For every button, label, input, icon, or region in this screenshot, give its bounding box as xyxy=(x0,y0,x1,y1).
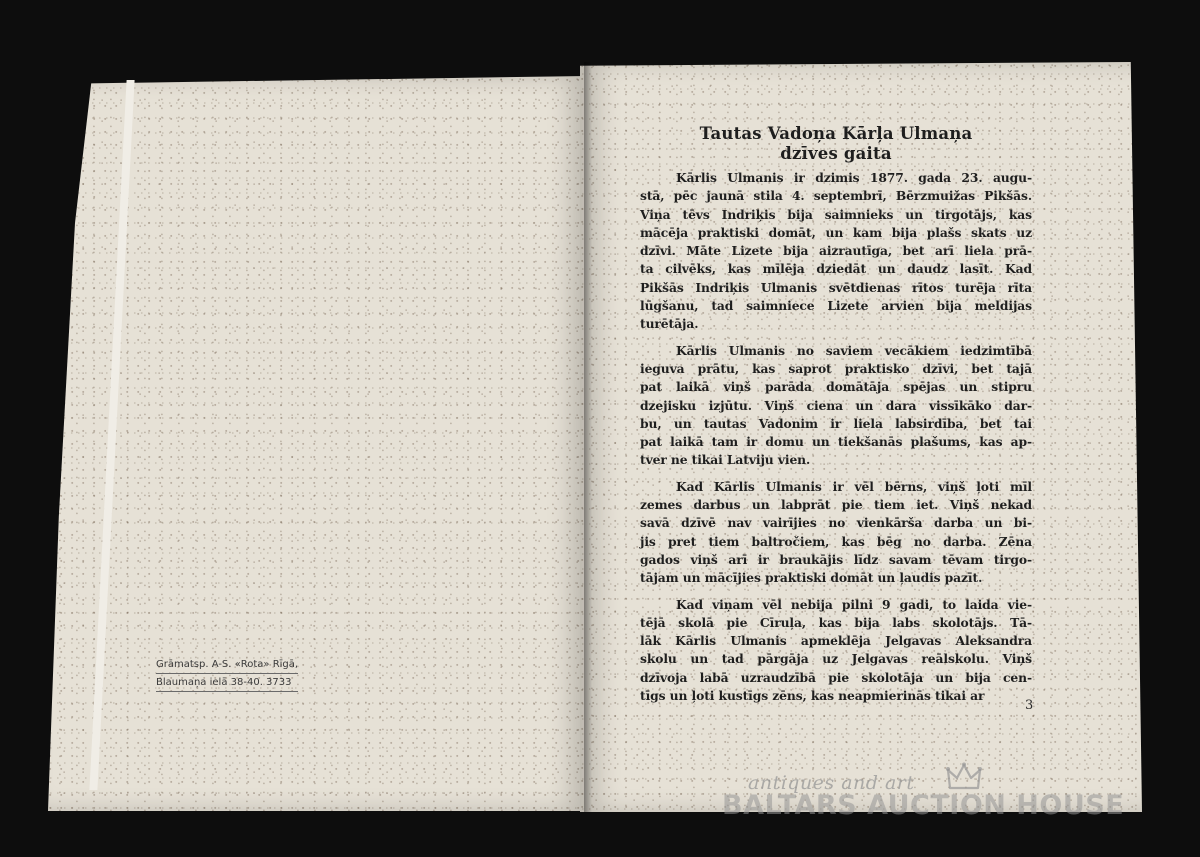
text-line: tājam un mācījies praktiski domāt un ļaudis pazīt. xyxy=(640,570,983,586)
text-line: jis pret tiem baltročiem, kas bēg no darba. Zēna xyxy=(640,533,1032,549)
text-line: lūgšanu, tad saimniece Lizete arvien bija meldijas xyxy=(640,298,1032,314)
text-line: Pikšās Indriķis Ulmanis svētdienas rītos turēja rīta xyxy=(640,279,1032,295)
imprint-line: Blaumaņa ielā 38-40. 3733 xyxy=(156,674,298,692)
imprint-line: Grāmatsp. A-S. «Rota» Rīgā, xyxy=(156,656,298,674)
book-spine xyxy=(584,62,592,812)
text-line: dzīvoja labā uzraudzībā pie skolotāja un bija cen- xyxy=(640,669,1032,685)
title-line: Tautas Vadoņa Kārļa Ulmaņa xyxy=(699,124,973,143)
text-line: turētāja. xyxy=(640,316,699,332)
article-title xyxy=(640,124,1032,164)
text-line: dzejisku izjūtu. Viņš ciena un dara vissīkāko dar- xyxy=(640,397,1032,413)
article-body xyxy=(640,169,1032,705)
text-line: tējā skolā pie Cīruļa, kas bija labs skolotājs. Tā- xyxy=(640,614,1032,630)
text-line: bu, un tautas Vadonim ir liela labsirdība, bet tai xyxy=(640,415,1032,431)
text-line: lāk Kārlis Ulmanis apmeklēja Jelgavas Aleksandra xyxy=(640,633,1032,649)
text-line: skolu un tad pārgāja uz Jelgavas reālskolu. Viņš xyxy=(640,651,1032,667)
text-line: Kad Kārlis Ulmanis ir vēl bērns, viņš ļoti mīl xyxy=(676,478,1032,494)
text-line: mācēja praktiski domāt, un kam bija plašs skats uz xyxy=(640,224,1032,240)
paragraph xyxy=(640,478,1032,588)
text-line: stā, pēc jaunā stila 4. septembrī, Bērzmuižas Pikšās. xyxy=(640,188,1032,204)
article xyxy=(640,124,1032,713)
text-line: tīgs un ļoti kustīgs zēns, kas neapmierinās tikai ar xyxy=(640,688,985,704)
watermark-tagline: antiques and art xyxy=(748,772,915,794)
printer-imprint xyxy=(156,656,298,692)
text-line: Kad viņam vēl nebija pilni 9 gadi, to laida vie- xyxy=(676,596,1032,612)
text-line: pat laikā viņš parāda domātāja spējas un stipru xyxy=(640,379,1032,395)
text-line: savā dzīvē nav vairījies no vienkārša darba un bi- xyxy=(640,515,1032,531)
text-line: pat laikā tam ir domu un tiekšanās plašums, kas ap- xyxy=(640,434,1032,450)
watermark-brand: BALTARS AUCTION HOUSE xyxy=(722,790,1125,821)
page-number: 3 xyxy=(1025,698,1034,713)
crown-icon xyxy=(946,762,982,792)
title-line: dzīves gaita xyxy=(780,144,892,163)
paragraph xyxy=(640,596,1032,706)
text-line: ieguva prātu, kas saprot praktisko dzīvi, bet tajā xyxy=(640,360,1032,376)
text-line: gados viņš arī ir braukājis līdz savam tēvam tirgo- xyxy=(640,551,1032,567)
text-line: tver ne tikai Latviju vien. xyxy=(640,452,811,468)
text-line: dzīvi. Māte Lizete bija aizrautīga, bet arī liela prā- xyxy=(640,243,1032,259)
paragraph xyxy=(640,169,1032,334)
text-line: zemes darbus un labprāt pie tiem iet. Viņš nekad xyxy=(640,497,1032,513)
text-line: Kārlis Ulmanis ir dzimis 1877. gada 23. augu- xyxy=(676,170,1032,185)
text-line: Viņa tēvs Indriķis bija saimnieks un tirgotājs, kas xyxy=(640,206,1032,222)
text-line: Kārlis Ulmanis no saviem vecākiem iedzimtībā xyxy=(676,342,1032,358)
paragraph xyxy=(640,342,1032,470)
text-line: ta cilvēks, kas mīlēja dziedāt un daudz lasīt. Kad xyxy=(640,261,1032,277)
